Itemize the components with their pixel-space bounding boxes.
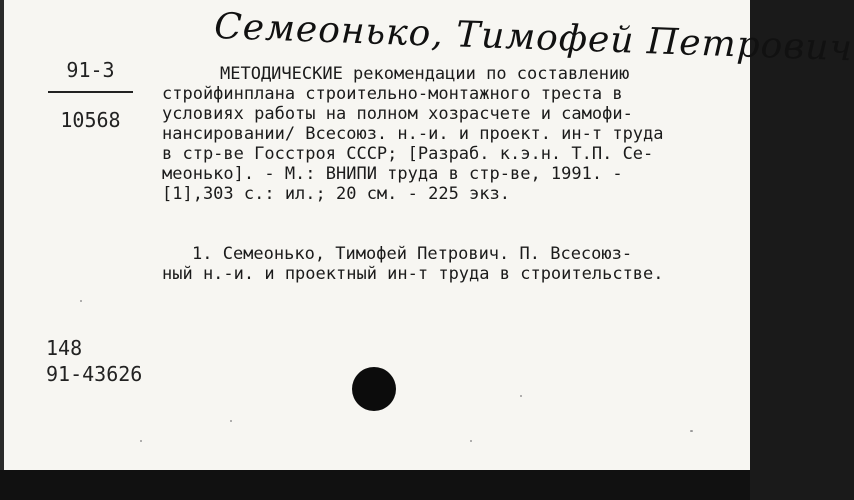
description-line: условиях работы на полном хозрасчете и самофи- <box>162 104 633 124</box>
description-line: нансировании/ Всесоюз. н.-и. и проект. ин-т труда <box>162 124 664 144</box>
paper-speck <box>690 430 693 432</box>
handwritten-author-name: Семеонько, Тимофей Петрович <box>213 6 854 70</box>
inventory-number: 10568 <box>60 108 121 132</box>
scan-shadow <box>0 470 750 500</box>
punch-hole <box>352 367 396 411</box>
card-registration-number: 91-43626 <box>46 362 143 386</box>
added-entries <box>162 244 742 284</box>
description-line: [1],303 с.: ил.; 20 см. - 225 экз. <box>162 184 510 204</box>
description-line: в стр-ве Госстроя СССР; [Разраб. к.э.н. Т.П. Се- <box>162 144 654 164</box>
description-line: стройфинплана строительно-монтажного треста в <box>162 84 623 104</box>
card-left-edge <box>0 0 4 470</box>
bibliographic-description <box>162 64 742 204</box>
paper-speck <box>470 440 472 442</box>
paper-speck <box>80 300 82 302</box>
call-number: 91-3 <box>66 58 115 82</box>
description-line: меонько]. - М.: ВНИПИ труда в стр-ве, 1991. - <box>162 164 623 184</box>
description-line: МЕТОДИЧЕСКИЕ рекомендации по составлению <box>220 64 630 84</box>
paper-speck <box>140 440 142 442</box>
paper-speck <box>230 420 232 422</box>
entry-line: 1. Семеонько, Тимофей Петрович. П. Всесоюз- <box>192 244 633 264</box>
call-number-divider <box>48 91 133 93</box>
card-code-148: 148 <box>46 336 83 360</box>
paper-speck <box>520 395 522 397</box>
entry-line: ный н.-и. и проектный ин-т труда в строительстве. <box>162 264 664 284</box>
